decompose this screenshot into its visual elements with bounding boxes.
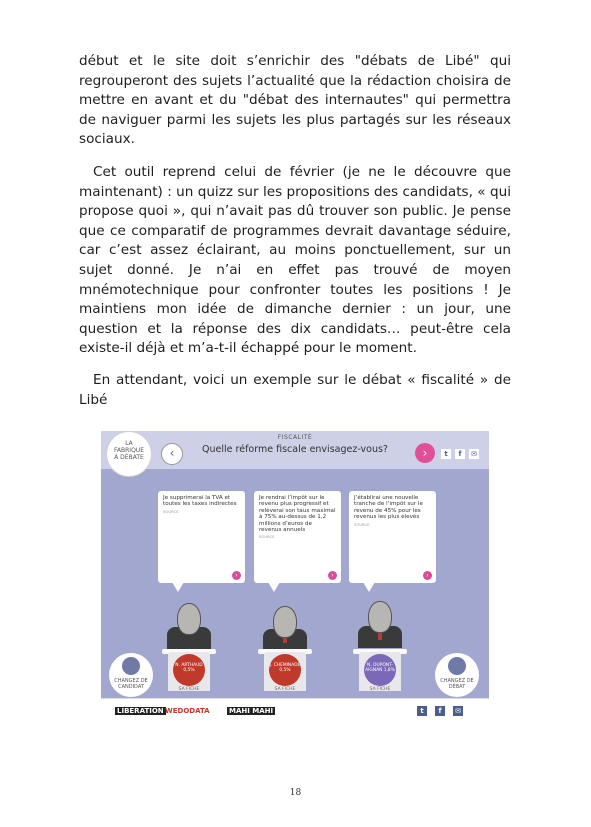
speech-bubble-icon xyxy=(448,657,466,675)
candidate-profile-link[interactable]: SA FICHE xyxy=(274,687,296,692)
bubble-tail xyxy=(363,582,375,592)
proposal-text: Je rendrai l’impôt sur le revenu plus progressif et relèverai son taux maximal à 75% au-dessus de 1,2 millions d’euros de revenus annuels xyxy=(259,495,336,534)
liberation-logo[interactable]: LIBÉRATION xyxy=(117,707,164,715)
twitter-icon[interactable]: t xyxy=(441,449,451,459)
candidate-portrait[interactable] xyxy=(177,603,201,635)
change-debate-button[interactable] xyxy=(435,653,479,697)
footer-bar xyxy=(101,698,489,724)
source-link[interactable]: SOURCE xyxy=(354,521,370,527)
logo-line-3: À DÉBATE xyxy=(114,454,144,461)
category-label: FISCALITÉ xyxy=(277,434,313,441)
candidate-badge[interactable] xyxy=(364,654,396,686)
candidate-profile-link[interactable]: SA FICHE xyxy=(178,687,200,692)
more-arrow-icon[interactable]: › xyxy=(328,571,337,580)
bubble-tail xyxy=(172,582,184,592)
candidate-name: N. DUPONT-AIGNAN 1,8% xyxy=(365,663,395,673)
next-arrow-icon[interactable]: › xyxy=(415,443,435,463)
change-candidate-button[interactable] xyxy=(109,653,153,697)
page-number: 18 xyxy=(289,788,302,798)
bubble-tail xyxy=(268,582,280,592)
more-arrow-icon[interactable]: › xyxy=(423,571,432,580)
candidate-name: J. CHEMINADE 0,5% xyxy=(269,663,301,673)
candidate-badge[interactable] xyxy=(269,654,301,686)
proposal-text: J’établirai une nouvelle tranche de l’impôt sur le revenu de 45% pour les revenus les plus élevés xyxy=(354,495,423,521)
candidate-portrait[interactable] xyxy=(368,601,392,633)
more-arrow-icon[interactable]: › xyxy=(232,571,241,580)
proposal-card[interactable] xyxy=(158,491,245,583)
proposal-card[interactable] xyxy=(349,491,436,583)
mail-icon[interactable]: ✉ xyxy=(453,706,463,716)
wedodata-logo[interactable]: WEDODATA xyxy=(165,707,210,715)
change-candidate-label: CHANGEZ DE CANDIDAT xyxy=(114,678,148,690)
previous-arrow-icon[interactable]: ‹ xyxy=(161,443,183,465)
fabrique-logo[interactable] xyxy=(107,432,151,476)
source-link[interactable]: SOURCE xyxy=(259,534,275,540)
candidate-portrait[interactable] xyxy=(273,606,297,638)
candidate-profile-link[interactable]: SA FICHE xyxy=(369,687,391,692)
change-debate-label: CHANGEZ DE DÉBAT xyxy=(440,678,474,690)
facebook-icon[interactable]: f xyxy=(455,449,465,459)
proposal-card[interactable] xyxy=(254,491,341,583)
paragraph-2: Cet outil reprend celui de février (je ne le découvre que maintenant) : un quizz sur les propositions des candidats, « qui propose quoi », qui n’avait pas dû trouver son public. Je pense que ce comparatif de programmes devrait davantage séduire, car c’est assez éclairant, au moins ponctuellement, sur un sujet donné. Je n’ai en effet pas trouvé de moyen mnémotechnique pour confronter toutes les positions ! Je maintiens mon idée de dimanche dernier : un jour, une question et la réponse des dix candidats… peut-être cela existe-il déjà et m’a-t-il échappé pour le moment. xyxy=(79,164,511,357)
paragraph-1: début et le site doit s’enrichir des "débats de Libé" qui regrouperont des sujets l’actualité que la rédaction choisira de mettre en avant et du "débat des internautes" qui permettra de naviguer parmi les sujets les plus partagés sur les réseaux sociaux. xyxy=(79,53,511,148)
logo-line-1: LA xyxy=(125,440,133,447)
logo-line-2: FABRIQUE xyxy=(114,447,144,454)
candidate-badge[interactable] xyxy=(173,654,205,686)
person-icon xyxy=(122,657,140,675)
mahimahi-logo[interactable]: MAHI MAHI xyxy=(229,707,274,715)
paragraph-3: En attendant, voici un exemple sur le débat « fiscalité » de Libé xyxy=(79,372,511,408)
debate-stage xyxy=(101,431,489,698)
twitter-icon[interactable]: t xyxy=(417,706,427,716)
question-text: Quelle réforme fiscale envisagez-vous? xyxy=(202,444,388,455)
proposal-text: Je supprimerai la TVA et toutes les taxes indirectes xyxy=(163,495,237,508)
mail-icon[interactable]: ✉ xyxy=(469,449,479,459)
facebook-icon[interactable]: f xyxy=(435,706,445,716)
candidate-name: N. ARTHAUD 0,5% xyxy=(175,663,203,673)
debate-screenshot xyxy=(101,431,489,723)
source-link[interactable]: SOURCE xyxy=(163,508,179,514)
